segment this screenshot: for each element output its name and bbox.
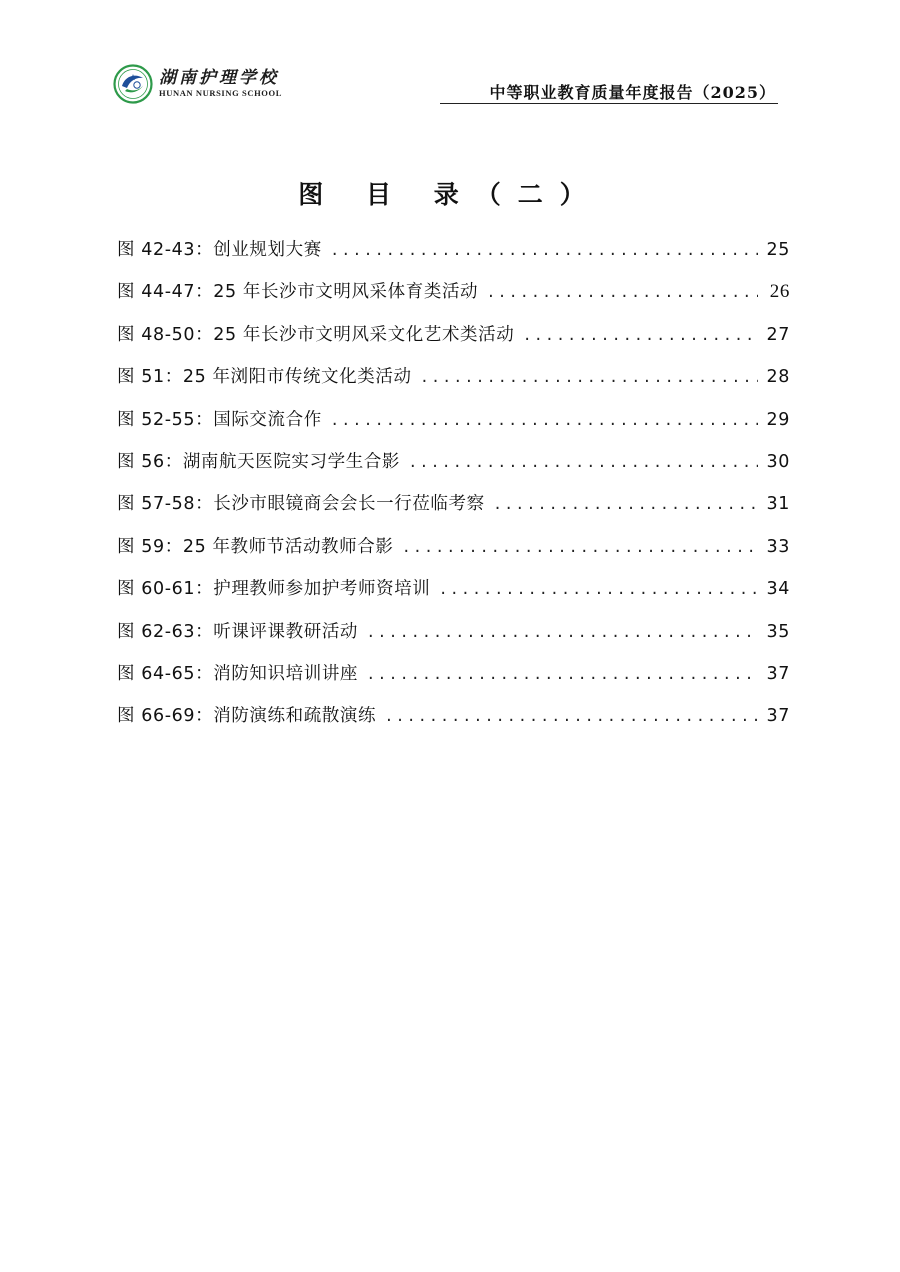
school-emblem-icon [113,64,153,104]
dot-leader [440,579,758,599]
toc-entry-page: 28 [766,367,790,388]
report-title: 中等职业教育质量年度报告（2025） [489,83,776,102]
toc-title: 图 目 录（二） [298,180,602,209]
toc-entry[interactable] [117,406,790,448]
school-name-en: HUNAN NURSING SCHOOL [159,88,282,98]
toc-entry-page: 37 [766,706,790,727]
toc-entry-page: 27 [766,324,790,345]
dot-leader [368,664,758,684]
toc-entry-page: 29 [766,409,790,430]
toc-entry-label: 图 48-50：25 年长沙市文明风采文化艺术类活动 [117,324,515,345]
toc-entry-page: 31 [766,494,790,515]
toc-entry-label: 图 51：25 年浏阳市传统文化类活动 [117,367,412,388]
dot-leader [422,367,758,387]
toc-entry[interactable] [117,236,790,278]
toc-entry-page: 25 [766,240,790,260]
page-header [0,0,900,110]
toc-entry[interactable] [117,363,790,405]
dot-leader [386,706,758,726]
toc-entry[interactable] [117,448,790,490]
dot-leader [368,622,758,642]
toc-entry-page: 37 [766,663,790,684]
header-divider [440,103,778,104]
dot-leader [524,325,758,345]
toc-entry-page: 33 [766,536,790,557]
toc-entry-label: 图 57-58：长沙市眼镜商会会长一行莅临考察 [117,494,485,515]
toc-entry-label: 图 44-47：25 年长沙市文明风采体育类活动 [117,282,479,303]
toc-entry-page: 30 [766,451,790,472]
toc-entry-label: 图 62-63：听课评课教研活动 [117,621,359,642]
toc-entry[interactable] [117,321,790,363]
toc-entry-label: 图 52-55：国际交流合作 [117,409,322,430]
toc-entry-label: 图 59：25 年教师节活动教师合影 [117,536,394,557]
toc-entry[interactable] [117,575,790,617]
logo-text [159,68,369,99]
toc-entry[interactable] [117,490,790,532]
toc-entry[interactable] [117,278,790,320]
toc-entry-label: 图 56：湖南航天医院实习学生合影 [117,451,401,472]
toc-entry-page: 26 [769,281,790,303]
toc-entry[interactable] [117,660,790,702]
dot-leader [403,537,758,557]
dot-leader [495,494,758,514]
school-name-cn: 湖南护理学校 [159,68,279,88]
toc-entry-page: 34 [766,579,790,600]
dot-leader [332,240,758,260]
figure-list [117,236,790,745]
dot-leader [332,410,758,430]
toc-entry[interactable] [117,533,790,575]
toc-entry-label: 图 66-69：消防演练和疏散演练 [117,706,377,727]
toc-entry-page: 35 [766,621,790,642]
toc-entry-label: 图 64-65：消防知识培训讲座 [117,663,359,684]
toc-entry-label: 图 42-43：创业规划大赛 [117,240,322,260]
dot-leader [410,452,758,472]
toc-entry-label: 图 60-61：护理教师参加护考师资培训 [117,579,431,600]
dot-leader [488,282,758,302]
toc-entry[interactable] [117,702,790,744]
toc-entry[interactable] [117,618,790,660]
